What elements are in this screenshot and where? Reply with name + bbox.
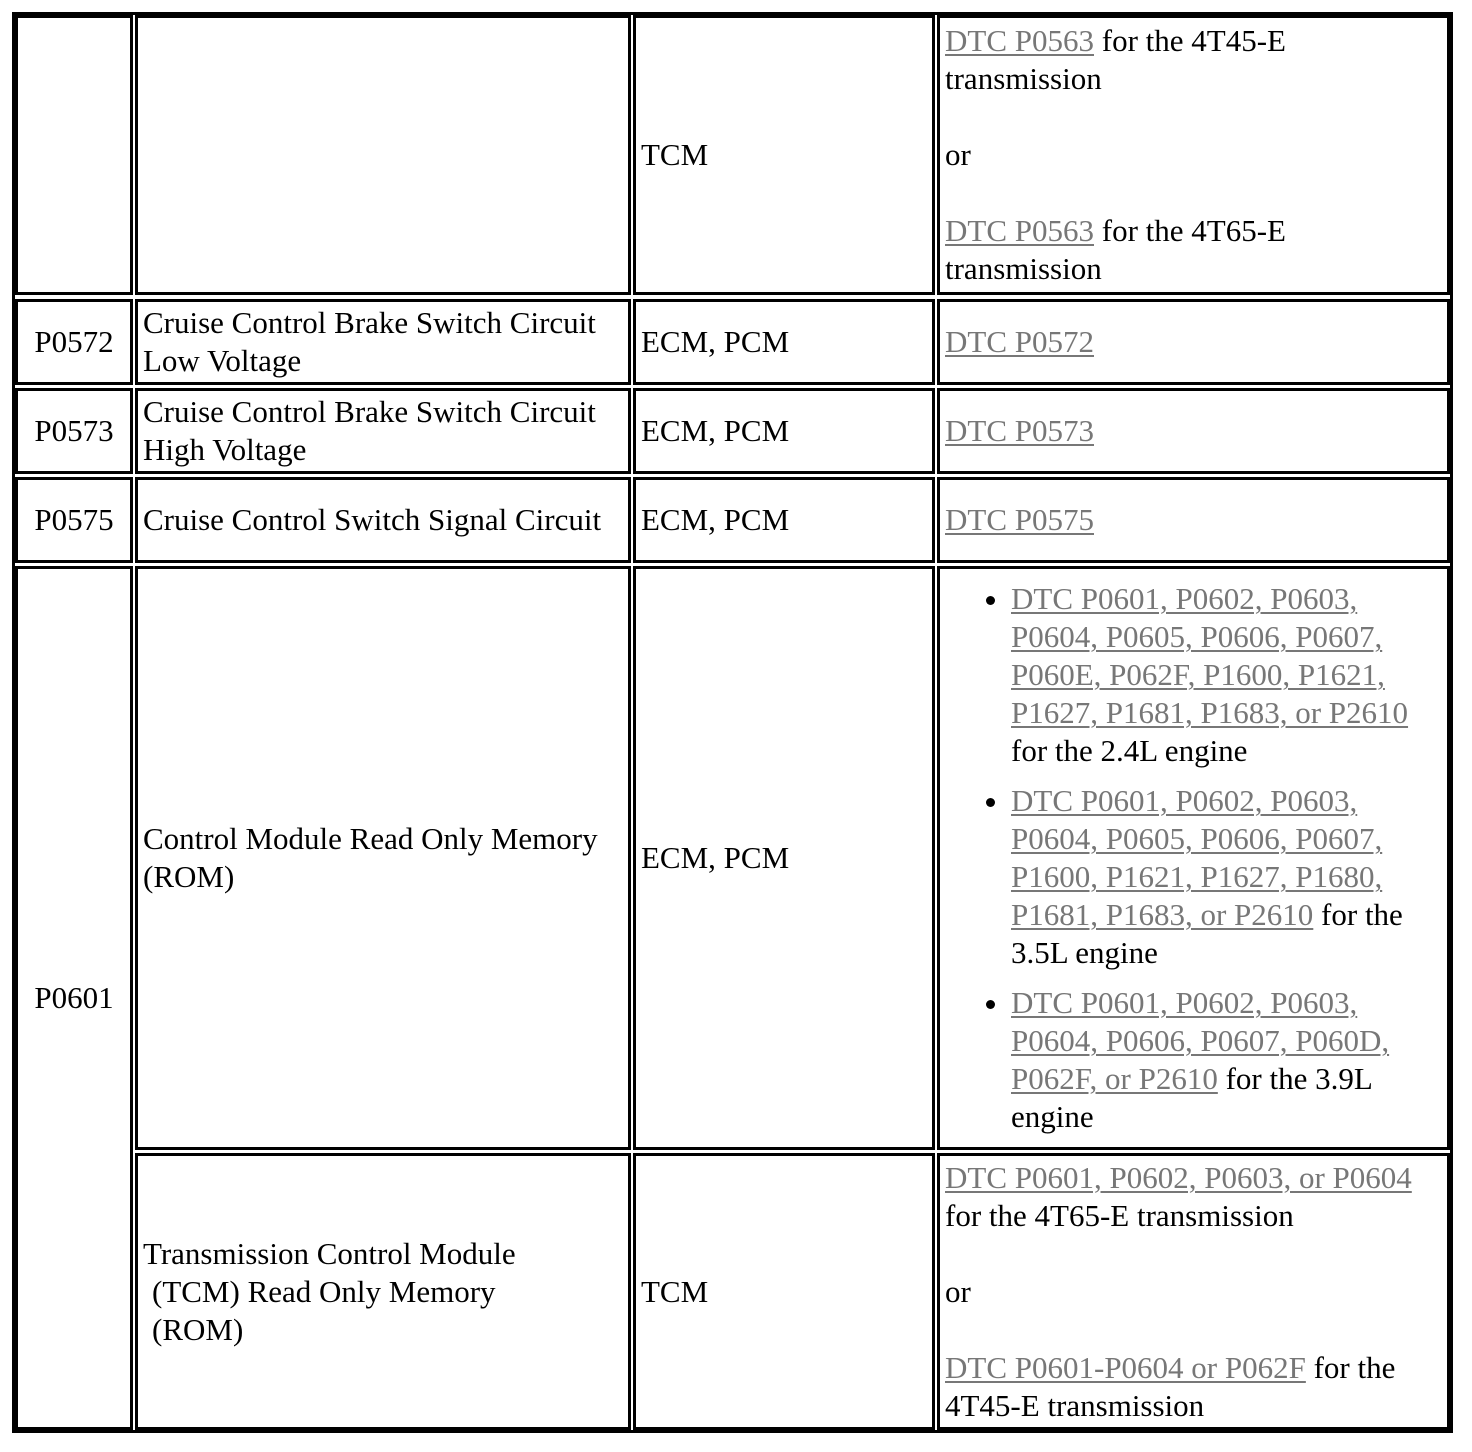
module-text: ECM, PCM bbox=[641, 324, 790, 359]
code-cell bbox=[15, 566, 133, 1430]
description-cell bbox=[135, 299, 631, 385]
code-cell-empty bbox=[15, 15, 133, 295]
description-text: (TCM) Read Only Memory bbox=[152, 1273, 496, 1309]
reference-cell bbox=[937, 15, 1450, 295]
description-text: Cruise Control Switch Signal Circuit bbox=[143, 502, 602, 537]
dtc-link[interactable]: DTC P0601-P0604 or P062F bbox=[945, 1349, 1306, 1385]
reference-text: for the 4T65-E transmission bbox=[945, 213, 1286, 286]
description-cell bbox=[135, 566, 631, 1150]
reference-paragraph bbox=[945, 22, 1441, 98]
module-text: TCM bbox=[641, 1273, 709, 1309]
module-cell bbox=[633, 566, 935, 1150]
description-text: Cruise Control Brake Switch Circuit High Voltage bbox=[143, 394, 596, 467]
module-cell bbox=[633, 299, 935, 385]
description-text: Control Module Read Only Memory (ROM) bbox=[143, 821, 598, 894]
engine-reference-list bbox=[945, 580, 1441, 1136]
module-text: ECM, PCM bbox=[641, 502, 790, 537]
module-cell bbox=[633, 388, 935, 474]
reference-cell bbox=[937, 388, 1450, 474]
module-cell bbox=[633, 1153, 935, 1430]
reference-text: for the 3.9L engine bbox=[1011, 1061, 1372, 1134]
reference-cell bbox=[937, 299, 1450, 385]
dtc-code: P0573 bbox=[34, 413, 114, 448]
reference-paragraph bbox=[945, 1349, 1441, 1425]
reference-text: for the 4T65-E transmission bbox=[945, 1197, 1294, 1233]
description-text: Transmission Control Module bbox=[143, 1235, 516, 1271]
dtc-link[interactable]: DTC P0601, P0602, P0603, P0604, P0605, P0606, P0607, P1600, P1621, P1627, P1680, P1681, P1683, or P2610 bbox=[1011, 783, 1383, 932]
dtc-link[interactable]: DTC P0572 bbox=[945, 324, 1094, 359]
or-text: or bbox=[945, 137, 971, 172]
description-text: Cruise Control Brake Switch Circuit Low Voltage bbox=[143, 305, 596, 378]
description-cell bbox=[135, 1153, 631, 1430]
module-cell bbox=[633, 477, 935, 563]
reference-text: for the 2.4L engine bbox=[1011, 733, 1248, 768]
reference-cell bbox=[937, 1153, 1450, 1430]
module-cell bbox=[633, 15, 935, 295]
reference-cell bbox=[937, 566, 1450, 1150]
description-cell bbox=[135, 477, 631, 563]
description-cell-empty bbox=[135, 15, 631, 295]
or-text: or bbox=[945, 1273, 971, 1309]
dtc-link[interactable]: DTC P0563 bbox=[945, 23, 1094, 58]
dtc-link[interactable]: DTC P0573 bbox=[945, 413, 1094, 448]
reference-text: for the 3.5L engine bbox=[1011, 897, 1403, 970]
dtc-code: P0601 bbox=[34, 980, 114, 1015]
list-item bbox=[1011, 984, 1441, 1136]
reference-cell bbox=[937, 477, 1450, 563]
list-item bbox=[1011, 782, 1441, 972]
dtc-link[interactable]: DTC P0563 bbox=[945, 213, 1094, 248]
reference-paragraph bbox=[945, 1159, 1441, 1235]
description-text: (ROM) bbox=[152, 1311, 244, 1347]
dtc-link[interactable]: DTC P0601, P0602, P0603, P0604, P0606, P0607, P060D, P062F, or P2610 bbox=[1011, 985, 1390, 1096]
module-text: ECM, PCM bbox=[641, 840, 790, 875]
reference-text: for the 4T45-E transmission bbox=[945, 23, 1286, 96]
module-text: ECM, PCM bbox=[641, 413, 790, 448]
reference-text: for the 4T45-E transmission bbox=[945, 1349, 1396, 1423]
dtc-link[interactable]: DTC P0601, P0602, P0603, P0604, P0605, P0606, P0607, P060E, P062F, P1600, P1621, P1627, P1681, P1683, or P2610 bbox=[1011, 581, 1409, 730]
list-item bbox=[1011, 580, 1441, 770]
reference-paragraph bbox=[945, 212, 1441, 288]
module-text: TCM bbox=[641, 137, 709, 172]
code-cell bbox=[15, 388, 133, 474]
dtc-code: P0572 bbox=[34, 324, 114, 359]
code-cell bbox=[15, 477, 133, 563]
dtc-link[interactable]: DTC P0601, P0602, P0603, or P0604 bbox=[945, 1159, 1412, 1195]
dtc-code: P0575 bbox=[34, 502, 114, 537]
code-cell bbox=[15, 299, 133, 385]
description-cell bbox=[135, 388, 631, 474]
dtc-link[interactable]: DTC P0575 bbox=[945, 502, 1094, 537]
